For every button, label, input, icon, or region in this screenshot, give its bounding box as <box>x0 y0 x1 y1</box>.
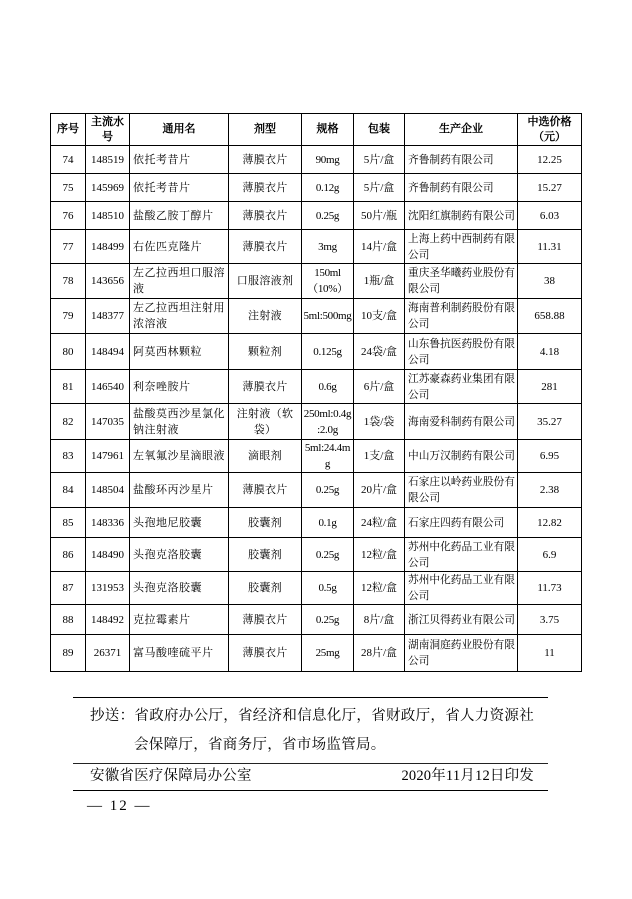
table-row <box>51 299 582 334</box>
serial-number-cell: 148510 <box>86 202 130 230</box>
table-row <box>51 264 582 299</box>
manufacturer-cell: 重庆圣华曦药业股份有限公司 <box>405 264 518 299</box>
serial-number-cell: 26371 <box>86 635 130 672</box>
specification-cell: 0.6g <box>302 370 354 404</box>
manufacturer-cell: 石家庄以岭药业股份有限公司 <box>405 473 518 508</box>
price-cell: 4.18 <box>518 334 582 370</box>
generic-name-cell: 富马酸喹硫平片 <box>130 635 229 672</box>
price-cell: 35.27 <box>518 404 582 440</box>
serial-number-cell: 148494 <box>86 334 130 370</box>
price-cell: 281 <box>518 370 582 404</box>
specification-cell: 0.1g <box>302 508 354 538</box>
specification-cell: 0.25g <box>302 605 354 635</box>
table-row <box>51 334 582 370</box>
generic-name-cell: 依托考昔片 <box>130 146 229 174</box>
serial-number-cell: 148504 <box>86 473 130 508</box>
price-cell: 11.31 <box>518 230 582 264</box>
generic-name-cell: 左乙拉西坦注射用浓溶液 <box>130 299 229 334</box>
table-body <box>51 146 582 672</box>
specification-cell: 250ml:0.4g:2.0g <box>302 404 354 440</box>
serial-number-cell: 143656 <box>86 264 130 299</box>
specification-cell: 3mg <box>302 230 354 264</box>
generic-name-cell: 左乙拉西坦口服溶液 <box>130 264 229 299</box>
price-cell: 6.03 <box>518 202 582 230</box>
specification-cell: 150ml（10%） <box>302 264 354 299</box>
specification-cell: 0.125g <box>302 334 354 370</box>
package-cell: 12粒/盒 <box>354 538 405 572</box>
price-cell: 658.88 <box>518 299 582 334</box>
column-header-price: 中选价格（元） <box>518 114 582 146</box>
issue-date: 2020年11月12日印发 <box>401 768 534 784</box>
package-cell: 50片/瓶 <box>354 202 405 230</box>
manufacturer-cell: 苏州中化药品工业有限公司 <box>405 572 518 605</box>
issuing-office: 安徽省医疗保障局办公室 <box>90 768 252 784</box>
serial-number-cell: 145969 <box>86 174 130 202</box>
serial-number-cell: 148492 <box>86 605 130 635</box>
table-row <box>51 370 582 404</box>
manufacturer-cell: 江苏豪森药业集团有限公司 <box>405 370 518 404</box>
dosage-form-cell: 薄膜衣片 <box>229 605 302 635</box>
table-row <box>51 174 582 202</box>
table-row <box>51 508 582 538</box>
manufacturer-cell: 苏州中化药品工业有限公司 <box>405 538 518 572</box>
generic-name-cell: 依托考昔片 <box>130 174 229 202</box>
table-row <box>51 440 582 473</box>
dosage-form-cell: 口服溶液剂 <box>229 264 302 299</box>
dosage-form-cell: 滴眼剂 <box>229 440 302 473</box>
page-number: — 12 — <box>87 798 152 814</box>
manufacturer-cell: 海南爱科制药有限公司 <box>405 404 518 440</box>
cc-distribution <box>90 702 536 760</box>
specification-cell: 0.25g <box>302 473 354 508</box>
price-cell: 2.38 <box>518 473 582 508</box>
specification-cell: 25mg <box>302 635 354 672</box>
price-cell: 3.75 <box>518 605 582 635</box>
dosage-form-cell: 薄膜衣片 <box>229 146 302 174</box>
generic-name-cell: 头孢克洛胶囊 <box>130 572 229 605</box>
row-number-cell: 74 <box>51 146 86 174</box>
manufacturer-cell: 湖南洞庭药业股份有限公司 <box>405 635 518 672</box>
package-cell: 1支/盒 <box>354 440 405 473</box>
price-cell: 15.27 <box>518 174 582 202</box>
serial-number-cell: 147035 <box>86 404 130 440</box>
package-cell: 24袋/盒 <box>354 334 405 370</box>
serial-number-cell: 148519 <box>86 146 130 174</box>
serial-number-cell: 146540 <box>86 370 130 404</box>
table-row <box>51 473 582 508</box>
dosage-form-cell: 胶囊剂 <box>229 572 302 605</box>
column-header-form: 剂型 <box>229 114 302 146</box>
procurement-price-table <box>50 113 582 672</box>
manufacturer-cell: 山东鲁抗医药股份有限公司 <box>405 334 518 370</box>
column-header-spec: 规格 <box>302 114 354 146</box>
issue-line <box>90 767 534 785</box>
generic-name-cell: 盐酸莫西沙星氯化钠注射液 <box>130 404 229 440</box>
price-cell: 6.9 <box>518 538 582 572</box>
table-row <box>51 230 582 264</box>
dosage-form-cell: 薄膜衣片 <box>229 635 302 672</box>
generic-name-cell: 左氧氟沙星滴眼液 <box>130 440 229 473</box>
specification-cell: 5ml:24.4mg <box>302 440 354 473</box>
specification-cell: 90mg <box>302 146 354 174</box>
manufacturer-cell: 齐鲁制药有限公司 <box>405 146 518 174</box>
dosage-form-cell: 注射液 <box>229 299 302 334</box>
generic-name-cell: 盐酸乙胺丁醇片 <box>130 202 229 230</box>
price-cell: 6.95 <box>518 440 582 473</box>
distribution-top-rule <box>73 697 548 698</box>
row-number-cell: 81 <box>51 370 86 404</box>
package-cell: 8片/盒 <box>354 605 405 635</box>
row-number-cell: 86 <box>51 538 86 572</box>
distribution-middle-rule <box>73 763 548 764</box>
dosage-form-cell: 注射液（软袋） <box>229 404 302 440</box>
serial-number-cell: 148336 <box>86 508 130 538</box>
row-number-cell: 87 <box>51 572 86 605</box>
table-row <box>51 572 582 605</box>
manufacturer-cell: 石家庄四药有限公司 <box>405 508 518 538</box>
table-row <box>51 146 582 174</box>
column-header-maker: 生产企业 <box>405 114 518 146</box>
package-cell: 24粒/盒 <box>354 508 405 538</box>
cc-label: 抄送： <box>90 708 135 724</box>
generic-name-cell: 头孢克洛胶囊 <box>130 538 229 572</box>
serial-number-cell: 148499 <box>86 230 130 264</box>
column-header-name: 通用名 <box>130 114 229 146</box>
package-cell: 1瓶/盒 <box>354 264 405 299</box>
cc-recipients: 省政府办公厅，省经济和信息化厅，省财政厅，省人力资源社会保障厅，省商务厅，省市场监管局。 <box>134 708 535 753</box>
specification-cell: 0.5g <box>302 572 354 605</box>
package-cell: 28片/盒 <box>354 635 405 672</box>
specification-cell: 5ml:500mg <box>302 299 354 334</box>
row-number-cell: 89 <box>51 635 86 672</box>
table-row <box>51 635 582 672</box>
table-row <box>51 404 582 440</box>
dosage-form-cell: 胶囊剂 <box>229 538 302 572</box>
package-cell: 14片/盒 <box>354 230 405 264</box>
package-cell: 20片/盒 <box>354 473 405 508</box>
package-cell: 12粒/盒 <box>354 572 405 605</box>
manufacturer-cell: 海南普利制药股份有限公司 <box>405 299 518 334</box>
package-cell: 6片/盒 <box>354 370 405 404</box>
column-header-serial: 主流水号 <box>86 114 130 146</box>
serial-number-cell: 148490 <box>86 538 130 572</box>
row-number-cell: 82 <box>51 404 86 440</box>
package-cell: 1袋/袋 <box>354 404 405 440</box>
generic-name-cell: 阿莫西林颗粒 <box>130 334 229 370</box>
manufacturer-cell: 浙江贝得药业有限公司 <box>405 605 518 635</box>
manufacturer-cell: 中山万汉制药有限公司 <box>405 440 518 473</box>
manufacturer-cell: 齐鲁制药有限公司 <box>405 174 518 202</box>
price-cell: 11 <box>518 635 582 672</box>
row-number-cell: 79 <box>51 299 86 334</box>
column-header-pack: 包装 <box>354 114 405 146</box>
price-cell: 12.25 <box>518 146 582 174</box>
manufacturer-cell: 沈阳红旗制药有限公司 <box>405 202 518 230</box>
generic-name-cell: 利奈唑胺片 <box>130 370 229 404</box>
row-number-cell: 84 <box>51 473 86 508</box>
row-number-cell: 88 <box>51 605 86 635</box>
generic-name-cell: 克拉霉素片 <box>130 605 229 635</box>
table-header <box>51 114 582 146</box>
column-header-no: 序号 <box>51 114 86 146</box>
price-cell: 12.82 <box>518 508 582 538</box>
package-cell: 5片/盒 <box>354 146 405 174</box>
row-number-cell: 78 <box>51 264 86 299</box>
serial-number-cell: 131953 <box>86 572 130 605</box>
table-row <box>51 202 582 230</box>
dosage-form-cell: 胶囊剂 <box>229 508 302 538</box>
manufacturer-cell: 上海上药中西制药有限公司 <box>405 230 518 264</box>
dosage-form-cell: 薄膜衣片 <box>229 174 302 202</box>
specification-cell: 0.25g <box>302 538 354 572</box>
header-row <box>51 114 582 146</box>
row-number-cell: 80 <box>51 334 86 370</box>
package-cell: 10支/盒 <box>354 299 405 334</box>
price-cell: 38 <box>518 264 582 299</box>
serial-number-cell: 147961 <box>86 440 130 473</box>
row-number-cell: 77 <box>51 230 86 264</box>
serial-number-cell: 148377 <box>86 299 130 334</box>
dosage-form-cell: 颗粒剂 <box>229 334 302 370</box>
row-number-cell: 76 <box>51 202 86 230</box>
specification-cell: 0.12g <box>302 174 354 202</box>
specification-cell: 0.25g <box>302 202 354 230</box>
dosage-form-cell: 薄膜衣片 <box>229 370 302 404</box>
distribution-bottom-rule <box>73 790 548 791</box>
generic-name-cell: 右佐匹克隆片 <box>130 230 229 264</box>
dosage-form-cell: 薄膜衣片 <box>229 202 302 230</box>
row-number-cell: 83 <box>51 440 86 473</box>
table-row <box>51 538 582 572</box>
generic-name-cell: 盐酸环丙沙星片 <box>130 473 229 508</box>
row-number-cell: 75 <box>51 174 86 202</box>
table-row <box>51 605 582 635</box>
row-number-cell: 85 <box>51 508 86 538</box>
price-cell: 11.73 <box>518 572 582 605</box>
generic-name-cell: 头孢地尼胶囊 <box>130 508 229 538</box>
dosage-form-cell: 薄膜衣片 <box>229 230 302 264</box>
package-cell: 5片/盒 <box>354 174 405 202</box>
dosage-form-cell: 薄膜衣片 <box>229 473 302 508</box>
